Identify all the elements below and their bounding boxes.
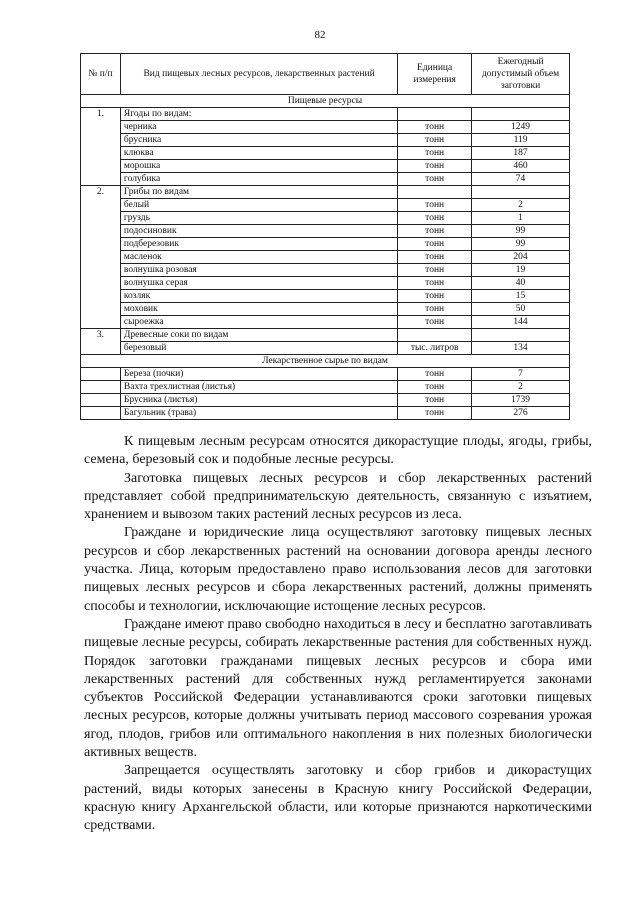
table-row xyxy=(81,264,570,277)
value-cell xyxy=(472,108,570,121)
resource-name: сыроежка xyxy=(120,316,397,329)
row-number: 1. xyxy=(81,108,121,186)
unit-cell: тонн xyxy=(398,225,472,238)
paragraph: Граждане и юридические лица осуществляют заготовку пищевых лесных ресурсов и сбор лекарственных растений на основании договора аренды лесного участка. Лица, которым предоставлено право использования лесов для заготовки пищевых лесных ресурсов и сбора лекарственных растений, должны применять способы и технологии, исключающие истощение лесных ресурсов. xyxy=(84,525,592,614)
value-cell: 460 xyxy=(472,160,570,173)
resource-name: клюква xyxy=(120,147,397,160)
resource-name: масленок xyxy=(120,251,397,264)
resource-name: белый xyxy=(120,199,397,212)
table-row xyxy=(81,199,570,212)
value-cell: 134 xyxy=(472,342,570,355)
resource-name: Вахта трехлистная (листья) xyxy=(120,381,397,394)
resource-name: березовый xyxy=(120,342,397,355)
table-row xyxy=(81,225,570,238)
row-number xyxy=(81,407,121,420)
resource-name: волнушка розовая xyxy=(120,264,397,277)
table-row xyxy=(81,290,570,303)
table-row xyxy=(81,368,570,381)
section-title-medicinal: Лекарственное сырье по видам xyxy=(81,355,570,368)
table-row xyxy=(81,342,570,355)
value-cell: 7 xyxy=(472,368,570,381)
value-cell: 50 xyxy=(472,303,570,316)
table-row xyxy=(81,394,570,407)
table-row xyxy=(81,147,570,160)
table-row xyxy=(81,121,570,134)
header-num: № п/п xyxy=(81,54,121,95)
group-sap xyxy=(81,329,570,355)
resources-table xyxy=(80,53,570,420)
value-cell: 1249 xyxy=(472,121,570,134)
unit-cell: тонн xyxy=(398,394,472,407)
value-cell: 19 xyxy=(472,264,570,277)
value-cell: 99 xyxy=(472,225,570,238)
group-title: Древесные соки по видам xyxy=(120,329,397,342)
paragraph: Запрещается осуществлять заготовку и сбор грибов и дикорастущих растений, виды которых занесены в Красную книгу Российской Федерации, красную книгу Архангельской области, или которые признаются наркотическими средствами. xyxy=(84,763,592,834)
group-mushrooms xyxy=(81,186,570,329)
unit-cell: тонн xyxy=(398,277,472,290)
value-cell: 2 xyxy=(472,199,570,212)
unit-cell: тонн xyxy=(398,121,472,134)
value-cell: 2 xyxy=(472,381,570,394)
unit-cell xyxy=(398,329,472,342)
paragraph: Граждане имеют право свободно находиться в лесу и бесплатно заготавливать пищевые лесные ресурсы, собирать лекарственные растения для собственных нужд. Порядок заготовки гражданами пищевых лесных ресурсов и сбора ими лекарственных растений для собственных нужд регламентируется законами субъектов Российской Федерации устанавливаются сроки заготовки пищевых лесных ресурсов, которые должны учитывать период массового созревания урожая ягод, плодов, грибов или оптимального накопления в них полезных биологически активных веществ. xyxy=(84,616,592,761)
resource-name: груздь xyxy=(120,212,397,225)
unit-cell: тонн xyxy=(398,290,472,303)
unit-cell: тонн xyxy=(398,316,472,329)
table-row xyxy=(81,316,570,329)
unit-cell: тонн xyxy=(398,173,472,186)
body-text xyxy=(84,433,592,836)
section-row-food xyxy=(81,95,570,108)
resource-name: голубика xyxy=(120,173,397,186)
group-title: Грибы по видам xyxy=(120,186,397,199)
section-title-food: Пищевые ресурсы xyxy=(81,95,570,108)
value-cell: 74 xyxy=(472,173,570,186)
group-medicinal xyxy=(81,368,570,420)
unit-cell xyxy=(398,186,472,199)
unit-cell xyxy=(398,108,472,121)
unit-cell: тонн xyxy=(398,251,472,264)
resource-name: Брусника (листья) xyxy=(120,394,397,407)
header-volume: Ежегодный допустимый объем заготовки xyxy=(472,54,570,95)
resource-name: подберезовик xyxy=(120,238,397,251)
value-cell: 276 xyxy=(472,407,570,420)
table-row xyxy=(81,381,570,394)
unit-cell: тонн xyxy=(398,368,472,381)
group-title-row xyxy=(81,186,570,199)
unit-cell: тонн xyxy=(398,238,472,251)
unit-cell: тонн xyxy=(398,381,472,394)
paragraph: Заготовка пищевых лесных ресурсов и сбор лекарственных растений представляет собой предпринимательскую деятельность, связанную с изъятием, хранением и вывозом таких растений лесных ресурсов из леса. xyxy=(84,470,592,523)
table-row xyxy=(81,238,570,251)
resource-name: Береза (почки) xyxy=(120,368,397,381)
table-row xyxy=(81,407,570,420)
table-row xyxy=(81,251,570,264)
table-row xyxy=(81,277,570,290)
header-type: Вид пищевых лесных ресурсов, лекарственных растений xyxy=(120,54,397,95)
row-number xyxy=(81,381,121,394)
table-header-row xyxy=(81,54,570,95)
unit-cell: тонн xyxy=(398,264,472,277)
resource-name: брусника xyxy=(120,134,397,147)
group-title-row xyxy=(81,108,570,121)
value-cell: 144 xyxy=(472,316,570,329)
resource-name: козляк xyxy=(120,290,397,303)
unit-cell: тонн xyxy=(398,147,472,160)
unit-cell: тыс. литров xyxy=(398,342,472,355)
unit-cell: тонн xyxy=(398,303,472,316)
unit-cell: тонн xyxy=(398,407,472,420)
resource-name: морошка xyxy=(120,160,397,173)
value-cell xyxy=(472,186,570,199)
table-row xyxy=(81,212,570,225)
value-cell: 40 xyxy=(472,277,570,290)
table-row xyxy=(81,160,570,173)
resource-name: Багульник (трава) xyxy=(120,407,397,420)
value-cell: 15 xyxy=(472,290,570,303)
row-number xyxy=(81,368,121,381)
page-number: 82 xyxy=(314,29,326,41)
unit-cell: тонн xyxy=(398,160,472,173)
section-row-medicinal xyxy=(81,355,570,368)
row-number: 2. xyxy=(81,186,121,329)
resource-name: черника xyxy=(120,121,397,134)
header-unit: Единица измерения xyxy=(398,54,472,95)
resource-name: волнушка серая xyxy=(120,277,397,290)
unit-cell: тонн xyxy=(398,199,472,212)
value-cell: 187 xyxy=(472,147,570,160)
value-cell: 1 xyxy=(472,212,570,225)
resource-name: моховик xyxy=(120,303,397,316)
table-row xyxy=(81,134,570,147)
unit-cell: тонн xyxy=(398,212,472,225)
value-cell xyxy=(472,329,570,342)
value-cell: 204 xyxy=(472,251,570,264)
group-title: Ягоды по видам: xyxy=(120,108,397,121)
unit-cell: тонн xyxy=(398,134,472,147)
table-row xyxy=(81,303,570,316)
group-berries xyxy=(81,108,570,186)
value-cell: 1739 xyxy=(472,394,570,407)
group-title-row xyxy=(81,329,570,342)
value-cell: 119 xyxy=(472,134,570,147)
value-cell: 99 xyxy=(472,238,570,251)
paragraph: К пищевым лесным ресурсам относятся дикорастущие плоды, ягоды, грибы, семена, березовый сок и подобные лесные ресурсы. xyxy=(84,434,592,468)
row-number xyxy=(81,394,121,407)
row-number: 3. xyxy=(81,329,121,355)
resource-name: подосиновик xyxy=(120,225,397,238)
table-row xyxy=(81,173,570,186)
